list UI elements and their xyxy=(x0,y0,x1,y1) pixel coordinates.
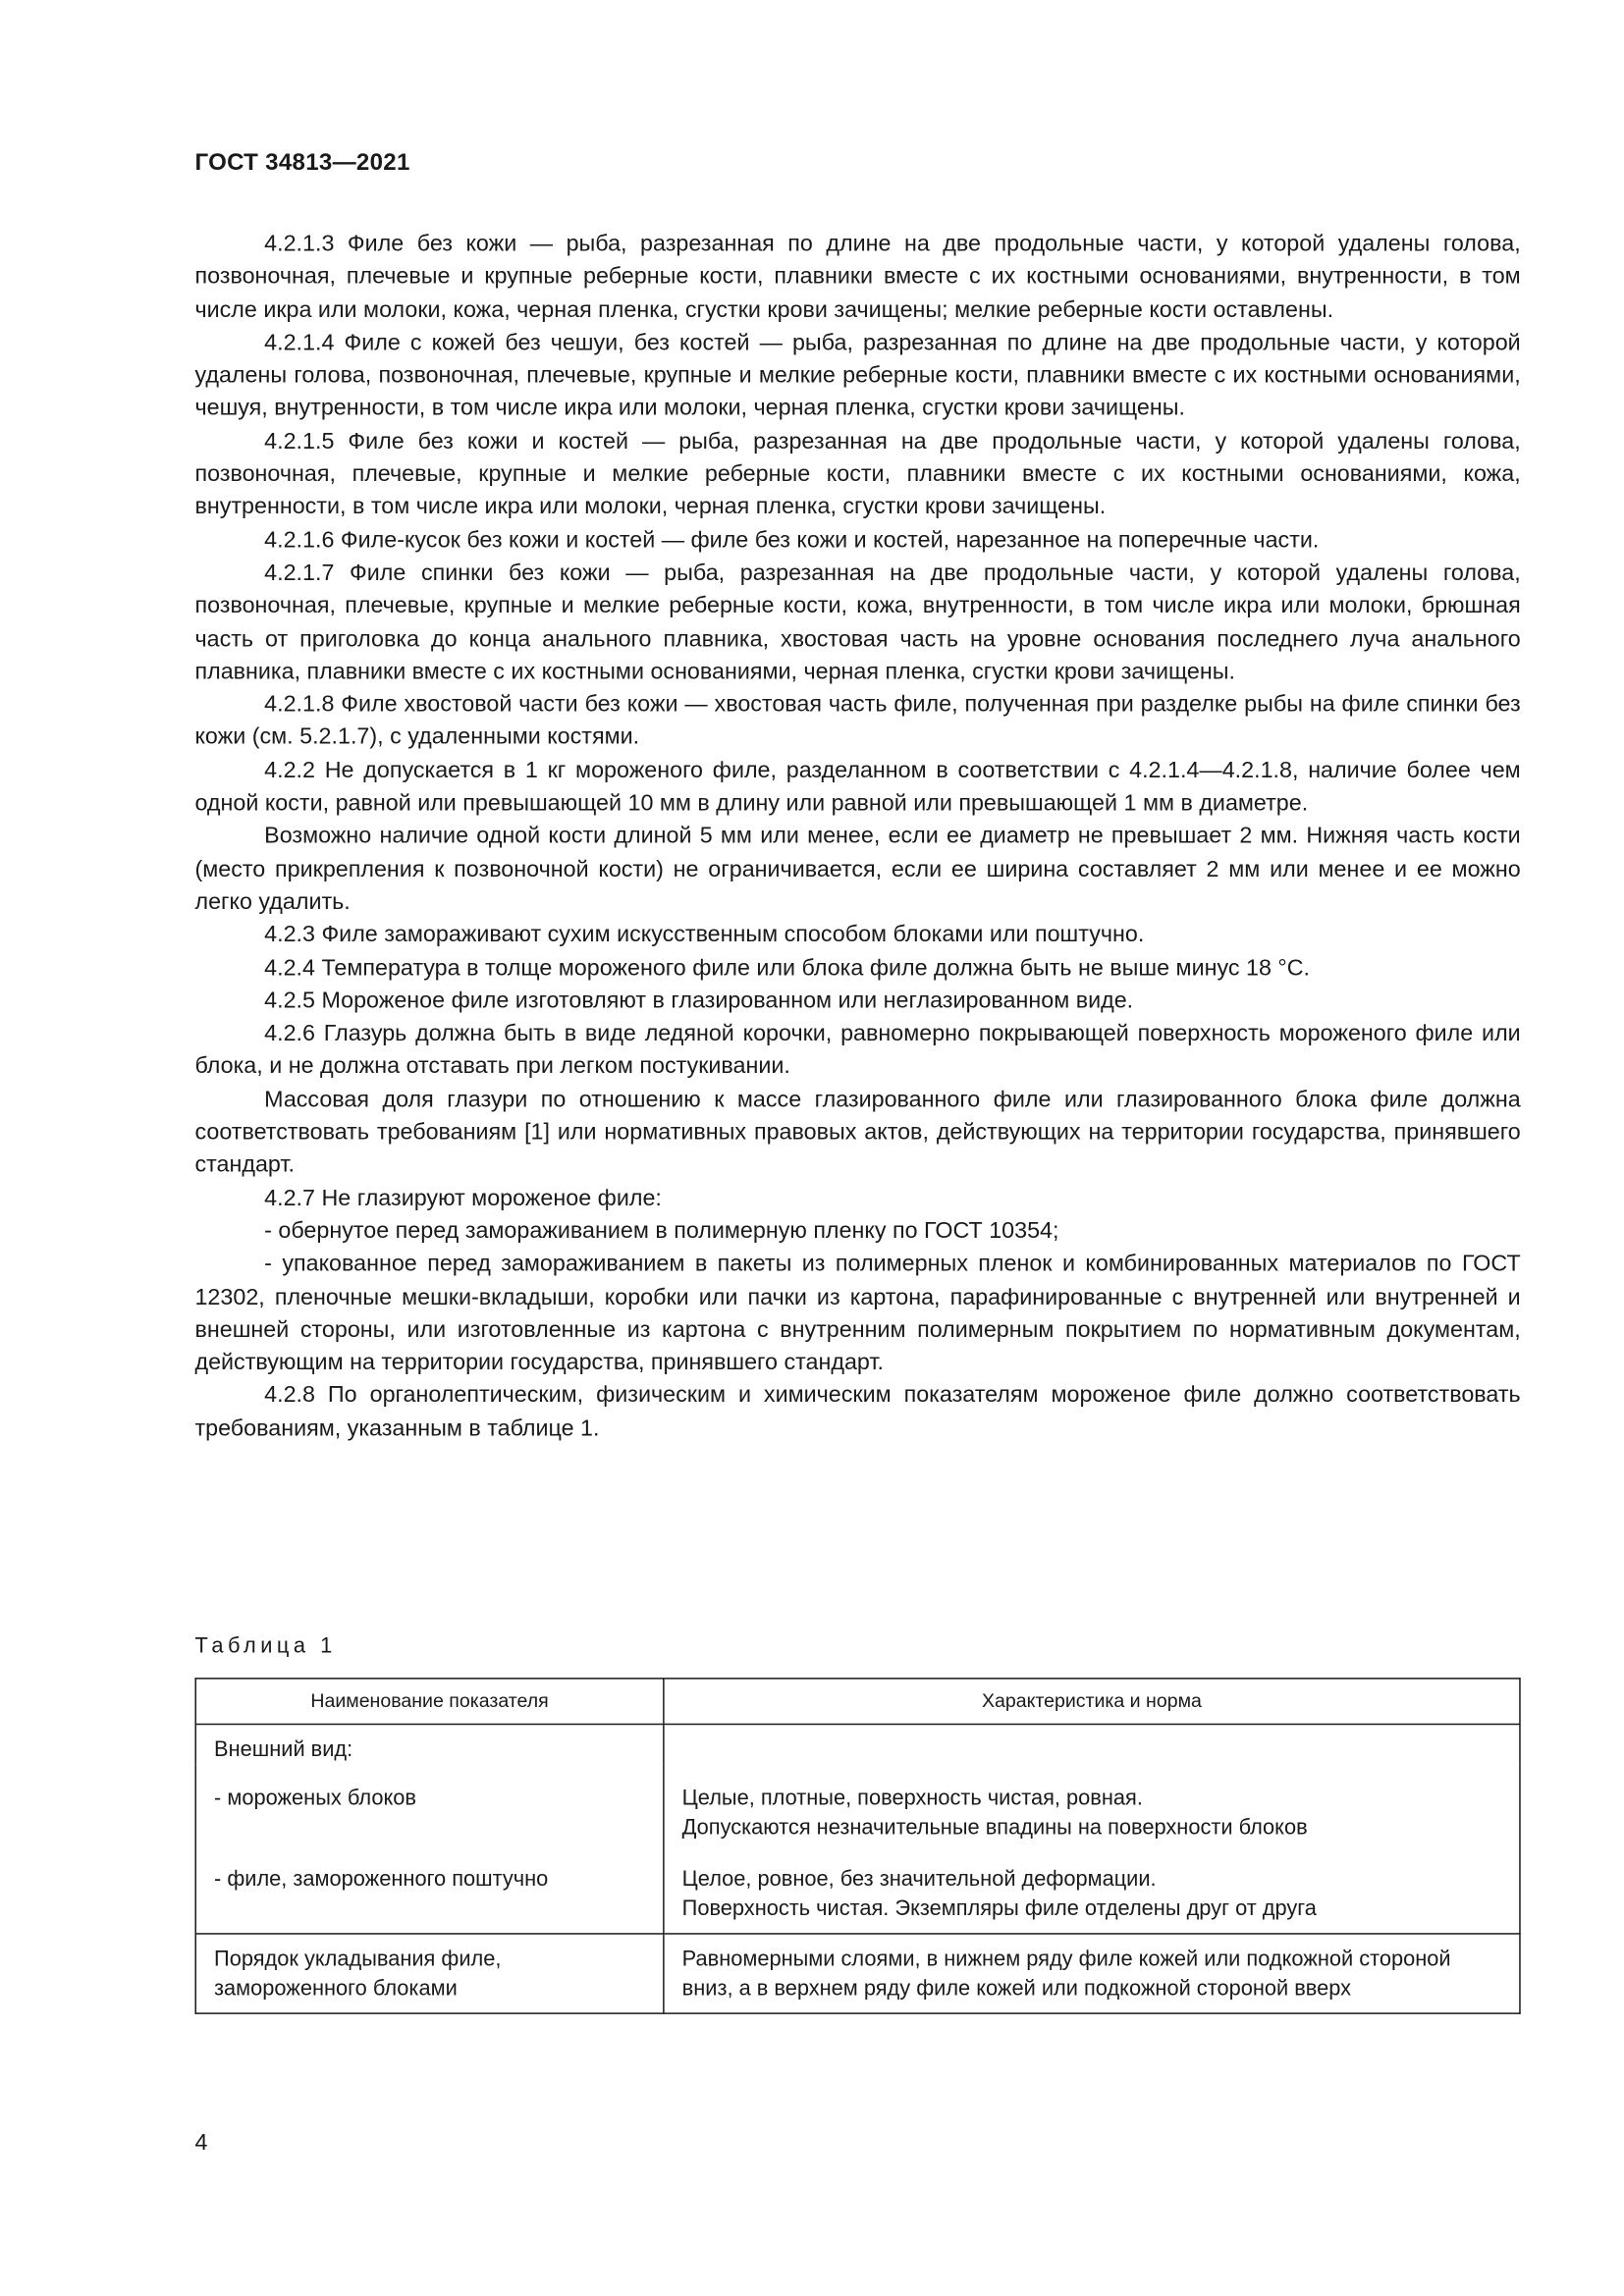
body-text xyxy=(194,229,1520,1446)
paragraph-4-2-1-5: 4.2.1.5 Филе без кожи и костей — рыба, разрезанная на две продольные части, у которой удалены голова, позвоночная, плечевые, крупные и мелкие реберные кости, плавники вместе с их костными основаниями, кожа, внутренности, в том числе икра или молоки, черная пленка, сгустки крови зачищены. xyxy=(194,429,1521,520)
table-row xyxy=(195,1934,1520,2013)
table-caption: Таблица 1 xyxy=(194,1634,337,1659)
paragraph-4-2-6: 4.2.6 Глазурь должна быть в виде ледяной корочки, равномерно покрывающей поверхность мороженого филе или блока, и не должна отставать при легком постукивании. xyxy=(194,1021,1521,1080)
table-cell-line: Целое, ровное, без значительной деформации. xyxy=(681,1868,1157,1893)
table-cell-line: Поверхность чистая. Экземпляры филе отделены друг от друга xyxy=(681,1897,1317,1922)
table-cell-line: Допускаются незначительные впадины на поверхности блоков xyxy=(681,1816,1308,1841)
table-cell-name: Порядок укладывания филе, замороженного блоками xyxy=(195,1934,664,2013)
paragraph-4-2-7: 4.2.7 Не глазируют мороженое филе: xyxy=(264,1185,662,1211)
table-cell-value: Равномерными слоями, в нижнем ряду филе кожей или подкожной стороной вниз, а в верхнем ряду филе кожей или подкожной стороной вверх xyxy=(664,1934,1520,2013)
table-cell-line: Целые, плотные, поверхность чистая, ровная. xyxy=(681,1787,1143,1811)
paragraph-4-2-1-7: 4.2.1.7 Филе спинки без кожи — рыба, разрезанная на две продольные части, у которой удалены голова, позвоночная, плечевые, крупные и мелкие реберные кости, кожа, внутренности, в том числе икра или молоки, брюшная часть от приголовка до конца анального плавника, хвостовая часть на уровне основания последнего луча анального плавника, плавники вместе с их костными основаниями, черная пленка, сгустки крови зачищены. xyxy=(194,561,1521,685)
table-cell-name: Внешний вид: xyxy=(195,1724,664,1764)
spec-table xyxy=(194,1678,1520,2014)
table-row xyxy=(195,1842,1520,1933)
paragraph-4-2-3: 4.2.3 Филе замораживают сухим искусственным способом блоками или поштучно. xyxy=(264,922,1145,948)
paragraph-4-2-1-3: 4.2.1.3 Филе без кожи — рыба, разрезанная по длине на две продольные части, у которой удалены голова, позвоночная, плечевые и крупные реберные кости, плавники вместе с их костными основаниями, внутренности, в том числе икра или молоки, кожа, черная пленка, сгустки крови зачищены; мелкие реберные кости оставлены. xyxy=(194,232,1521,323)
list-item-packaged: - упакованное перед замораживанием в пакеты из полимерных пленок и комбинированных материалов по ГОСТ 12302, пленочные мешки-вкладыши, коробки или пачки из картона, парафинированные с внутренней или внутренней и внешней стороны, или изготовленные из картона с внутренним полимерным покрытием по нормативным документам, действующим на территории государства, принявшего стандарт. xyxy=(194,1252,1521,1376)
table-header-row xyxy=(195,1679,1520,1725)
table-cell-value xyxy=(664,1842,1520,1933)
paragraph-4-2-4: 4.2.4 Температура в толще мороженого филе или блока филе должна быть не выше минус 18 °С. xyxy=(264,955,1311,981)
table-header-name: Наименование показателя xyxy=(195,1679,664,1725)
document-header: ГОСТ 34813—2021 xyxy=(194,150,410,176)
list-item-film-wrapped: - обернутое перед замораживанием в полимерную пленку по ГОСТ 10354; xyxy=(264,1218,1059,1245)
paragraph-4-2-1-6: 4.2.1.6 Филе-кусок без кожи и костей — филе без кожи и костей, нарезанное на поперечные части. xyxy=(264,527,1320,554)
paragraph-4-2-1-4: 4.2.1.4 Филе с кожей без чешуи, без костей — рыба, разрезанная по длине на две продольные части, у которой удалены голова, позвоночная, плечевые, крупные и мелкие реберные кости, плавники вместе с их костными основаниями, чешуя, внутренности, в том числе икра или молоки, черная пленка, сгустки крови зачищены. xyxy=(194,330,1521,422)
paragraph-4-2-5: 4.2.5 Мороженое филе изготовляют в глазированном или неглазированном виде. xyxy=(264,988,1134,1014)
paragraph-4-2-1-8: 4.2.1.8 Филе хвостовой части без кожи — хвостовая часть филе, полученная при разделке рыбы на филе спинки без кожи (см. 5.2.1.7), с удаленными костями. xyxy=(194,692,1521,751)
table-row xyxy=(195,1724,1520,1764)
page-number: 4 xyxy=(194,2130,208,2157)
table-cell-name: - мороженых блоков xyxy=(195,1765,664,1843)
table-cell-value xyxy=(664,1765,1520,1843)
paragraph-glaze-share: Массовая доля глазури по отношению к массе глазированного филе или глазированного блока филе должна соответствовать требованиям [1] или нормативных правовых актов, действующих на территории государства, принявшего стандарт. xyxy=(194,1087,1521,1179)
table-row xyxy=(195,1765,1520,1843)
paragraph-4-2-8: 4.2.8 По органолептическим, физическим и химическим показателям мороженое филе должно соответствовать требованиям, указанным в таблице 1. xyxy=(194,1383,1521,1442)
paragraph-bone-note: Возможно наличие одной кости длиной 5 мм или менее, если ее диаметр не превышает 2 мм. Нижняя часть кости (место прикрепления к позвоночной кости) не ограничивается, если ее ширина составляет 2 мм или менее и ее можно легко удалить. xyxy=(194,824,1521,915)
table-cell-value xyxy=(664,1724,1520,1764)
table-header-value: Характеристика и норма xyxy=(664,1679,1520,1725)
paragraph-4-2-2: 4.2.2 Не допускается в 1 кг мороженого филе, разделанном в соответствии с 4.2.1.4—4.2.1.8, наличие более чем одной кости, равной или превышающей 10 мм в длину или равной или превышающей 1 мм в диаметре. xyxy=(194,758,1521,817)
table-cell-name: - филе, замороженного поштучно xyxy=(195,1842,664,1933)
